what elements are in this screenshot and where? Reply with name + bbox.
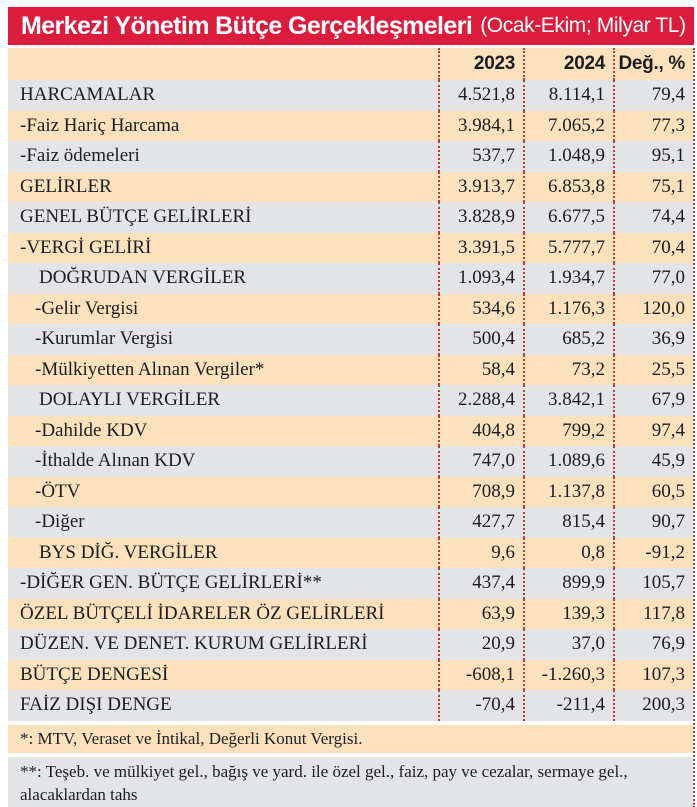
- value-change-pct: 25,5: [613, 355, 693, 386]
- value-2023: -70,4: [438, 690, 523, 721]
- page-title: Merkezi Yönetim Bütçe Gerçekleşmeleri: [21, 11, 473, 40]
- value-2023: 4.521,8: [438, 80, 523, 111]
- value-change-pct: 77,3: [613, 111, 693, 142]
- table-row: [8, 477, 693, 508]
- table-row: [8, 599, 693, 630]
- value-2023: -608,1: [438, 660, 523, 691]
- value-2023: 3.391,5: [438, 233, 523, 264]
- value-2023: 63,9: [438, 599, 523, 630]
- table-row: [8, 324, 693, 355]
- table-row: [8, 263, 693, 294]
- row-label: BYS DİĞ. VERGİLER: [39, 541, 218, 563]
- row-label: -ÖTV: [35, 480, 81, 502]
- table-row: [8, 629, 693, 660]
- row-label: -Faiz Hariç Harcama: [20, 114, 180, 136]
- value-2024: 1.137,8: [523, 477, 613, 508]
- value-2024: 8.114,1: [523, 80, 613, 111]
- value-2023: 427,7: [438, 507, 523, 538]
- value-2024: 799,2: [523, 416, 613, 447]
- value-2023: 1.093,4: [438, 263, 523, 294]
- value-2024: 139,3: [523, 599, 613, 630]
- value-2023: 9,6: [438, 538, 523, 569]
- value-change-pct: 36,9: [613, 324, 693, 355]
- value-2023: 2.288,4: [438, 385, 523, 416]
- row-label: FAİZ DIŞI DENGE: [20, 694, 172, 716]
- header-2024: 2024: [523, 48, 613, 80]
- value-2023: 537,7: [438, 141, 523, 172]
- value-2024: 37,0: [523, 629, 613, 660]
- value-2024: 685,2: [523, 324, 613, 355]
- header-2023: 2023: [438, 48, 523, 80]
- budget-table: [8, 48, 695, 807]
- value-2024: 73,2: [523, 355, 613, 386]
- value-2024: 899,9: [523, 568, 613, 599]
- value-2023: 3.984,1: [438, 111, 523, 142]
- table-row: [8, 660, 693, 691]
- row-label: HARCAMALAR: [20, 84, 156, 106]
- value-change-pct: 74,4: [613, 202, 693, 233]
- value-change-pct: 117,8: [613, 599, 693, 630]
- table-row: [8, 538, 693, 569]
- value-2023: 534,6: [438, 294, 523, 325]
- row-label: -İthalde Alınan KDV: [35, 450, 196, 472]
- table-row: [8, 202, 693, 233]
- value-change-pct: -91,2: [613, 538, 693, 569]
- value-change-pct: 70,4: [613, 233, 693, 264]
- table-row: [8, 233, 693, 264]
- value-2023: 437,4: [438, 568, 523, 599]
- row-label: DOLAYLI VERGİLER: [39, 389, 221, 411]
- table-row: [8, 111, 693, 142]
- row-label: -Mülkiyetten Alınan Vergiler*: [35, 358, 265, 380]
- table-row: [8, 416, 693, 447]
- row-label: -VERGİ GELİRİ: [20, 236, 152, 258]
- row-label: -Dahilde KDV: [35, 419, 148, 441]
- value-2023: 3.828,9: [438, 202, 523, 233]
- table-row: [8, 172, 693, 203]
- row-label: BÜTÇE DENGESİ: [20, 663, 169, 685]
- value-change-pct: 97,4: [613, 416, 693, 447]
- row-label: -Kurumlar Vergisi: [35, 328, 174, 350]
- table-header-row: [8, 48, 693, 80]
- value-change-pct: 76,9: [613, 629, 693, 660]
- table-row: [8, 141, 693, 172]
- header-label-column: [8, 48, 438, 80]
- table-row: [8, 446, 693, 477]
- value-2024: 6.677,5: [523, 202, 613, 233]
- table-row: [8, 355, 693, 386]
- value-2024: 1.089,6: [523, 446, 613, 477]
- value-change-pct: 120,0: [613, 294, 693, 325]
- value-2023: 3.913,7: [438, 172, 523, 203]
- table-row: [8, 690, 693, 721]
- value-2024: 6.853,8: [523, 172, 613, 203]
- value-2024: 1.934,7: [523, 263, 613, 294]
- row-label: -Gelir Vergisi: [35, 297, 139, 319]
- value-2024: 7.065,2: [523, 111, 613, 142]
- value-2023: 20,9: [438, 629, 523, 660]
- value-change-pct: 79,4: [613, 80, 693, 111]
- value-change-pct: 67,9: [613, 385, 693, 416]
- value-change-pct: 45,9: [613, 446, 693, 477]
- value-change-pct: 77,0: [613, 263, 693, 294]
- table-row: [8, 80, 693, 111]
- table-row: [8, 294, 693, 325]
- value-2024: 3.842,1: [523, 385, 613, 416]
- value-2023: 500,4: [438, 324, 523, 355]
- page-subtitle: (Ocak-Ekim; Milyar TL): [480, 14, 686, 37]
- value-change-pct: 90,7: [613, 507, 693, 538]
- table-body: [8, 80, 693, 721]
- value-2024: 1.048,9: [523, 141, 613, 172]
- table-row: [8, 385, 693, 416]
- value-change-pct: 200,3: [613, 690, 693, 721]
- value-2024: 815,4: [523, 507, 613, 538]
- table-row: [8, 507, 693, 538]
- value-change-pct: 105,7: [613, 568, 693, 599]
- value-2023: 404,8: [438, 416, 523, 447]
- value-change-pct: 60,5: [613, 477, 693, 508]
- row-label: ÖZEL BÜTÇELİ İDARELER ÖZ GELİRLERİ: [20, 602, 385, 624]
- row-label: -Faiz ödemeleri: [20, 145, 140, 167]
- title-banner: [8, 7, 694, 45]
- footnote-1: *: MTV, Veraset ve İntikal, Değerli Konut Vergisi.: [8, 725, 693, 753]
- value-2024: 5.777,7: [523, 233, 613, 264]
- footnote-2: **: Teşeb. ve mülkiyet gel., bağış ve yard. ile özel gel., faiz, pay ve cezalar, sermaye gel., alacaklardan tahs: [8, 757, 693, 807]
- value-2024: 0,8: [523, 538, 613, 569]
- row-label: DOĞRUDAN VERGİLER: [39, 267, 247, 289]
- header-change-pct: Değ., %: [613, 48, 693, 80]
- row-label: -DİĞER GEN. BÜTÇE GELİRLERİ**: [20, 572, 322, 594]
- value-2023: 708,9: [438, 477, 523, 508]
- value-change-pct: 95,1: [613, 141, 693, 172]
- value-2024: 1.176,3: [523, 294, 613, 325]
- row-label: GELİRLER: [20, 175, 112, 197]
- row-label: -Diğer: [35, 511, 85, 533]
- value-2024: -1.260,3: [523, 660, 613, 691]
- value-2023: 747,0: [438, 446, 523, 477]
- value-change-pct: 107,3: [613, 660, 693, 691]
- table-row: [8, 568, 693, 599]
- value-2023: 58,4: [438, 355, 523, 386]
- row-label: DÜZEN. VE DENET. KURUM GELİRLERİ: [20, 633, 368, 655]
- value-change-pct: 75,1: [613, 172, 693, 203]
- value-2024: -211,4: [523, 690, 613, 721]
- row-label: GENEL BÜTÇE GELİRLERİ: [20, 206, 252, 228]
